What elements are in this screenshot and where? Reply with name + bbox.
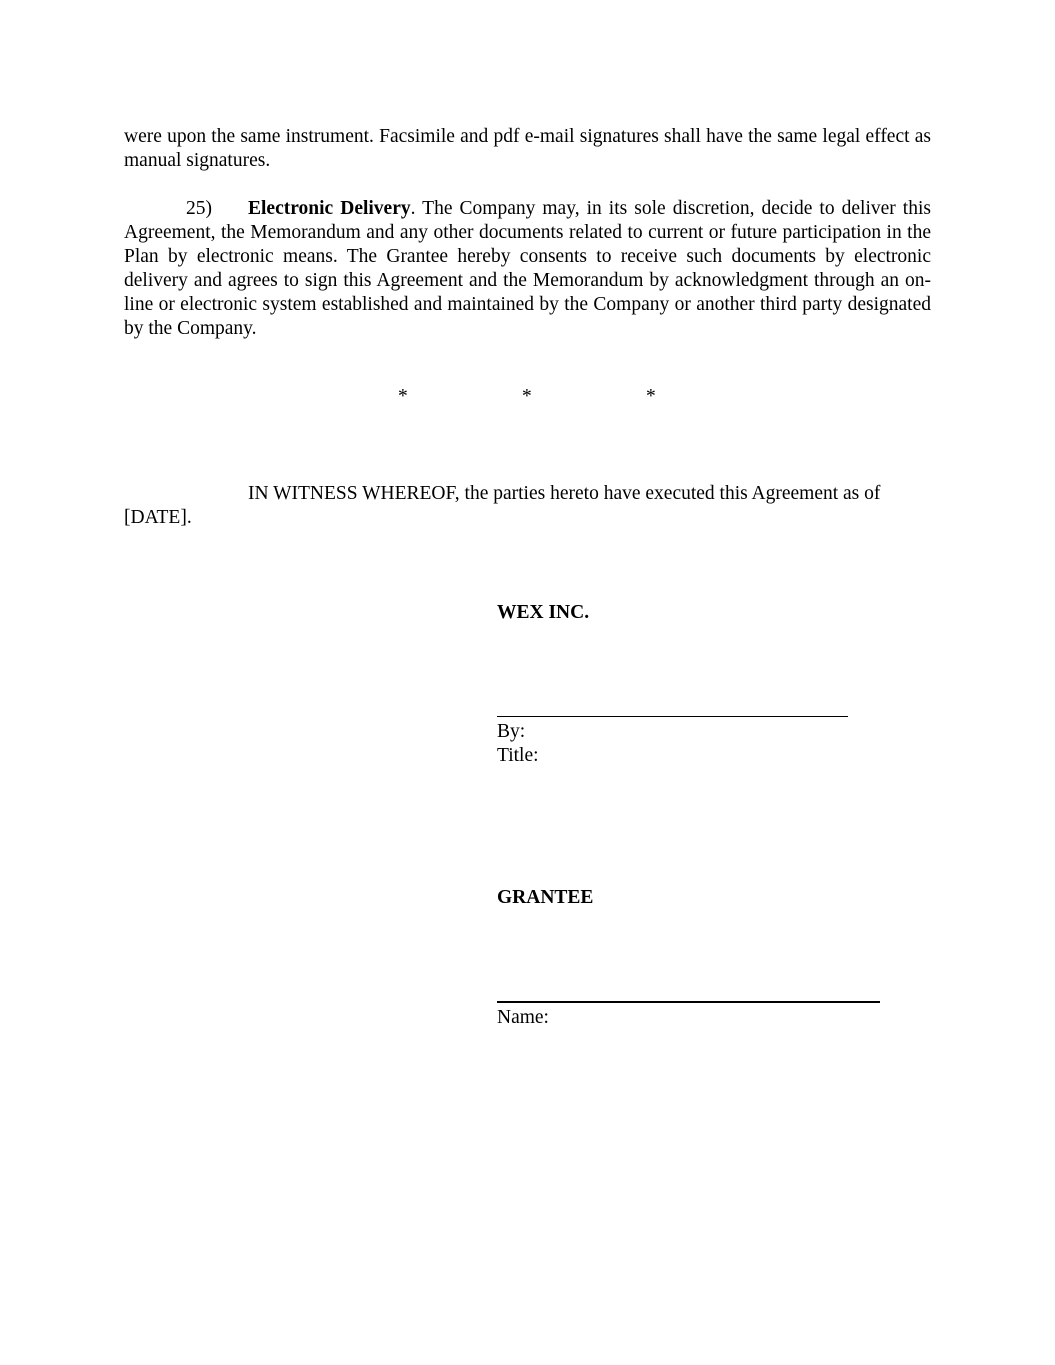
witness-clause [124, 482, 931, 530]
section-separator [0, 385, 1055, 409]
section-heading: Electronic Delivery [248, 198, 411, 219]
name-label: Name: [497, 1007, 549, 1028]
by-label: By: [497, 721, 526, 742]
witness-clause-text: IN WITNESS WHEREOF, the parties hereto have executed this Agreement as of [248, 483, 881, 504]
grantee-signature-line [497, 1001, 880, 1003]
separator-asterisk: * [398, 386, 408, 407]
grantee-label: GRANTEE [497, 887, 594, 908]
separator-asterisk: * [522, 386, 532, 407]
title-label: Title: [497, 745, 539, 766]
section-body: . The Company may, in its sole discretion, decide to deliver this Agreement, the Memorandum and any other documents related to current or future participation in the Plan by electronic means. The Grantee hereby consents to receive such documents by electronic delivery and agrees to sign this Agreement and the Memorandum by acknowledgment through an on-line or electronic system established and maintained by the Company or another third party designated by the Company. [124, 198, 931, 339]
company-name: WEX INC. [497, 602, 590, 623]
company-signature-line [497, 716, 848, 717]
separator-asterisk: * [646, 386, 656, 407]
continued-paragraph: were upon the same instrument. Facsimile and pdf e-mail signatures shall have the same legal effect as manual signatures. [124, 126, 931, 171]
section-25-paragraph [124, 197, 931, 341]
witness-date: [DATE]. [124, 507, 192, 528]
section-number: 25) [186, 198, 212, 219]
